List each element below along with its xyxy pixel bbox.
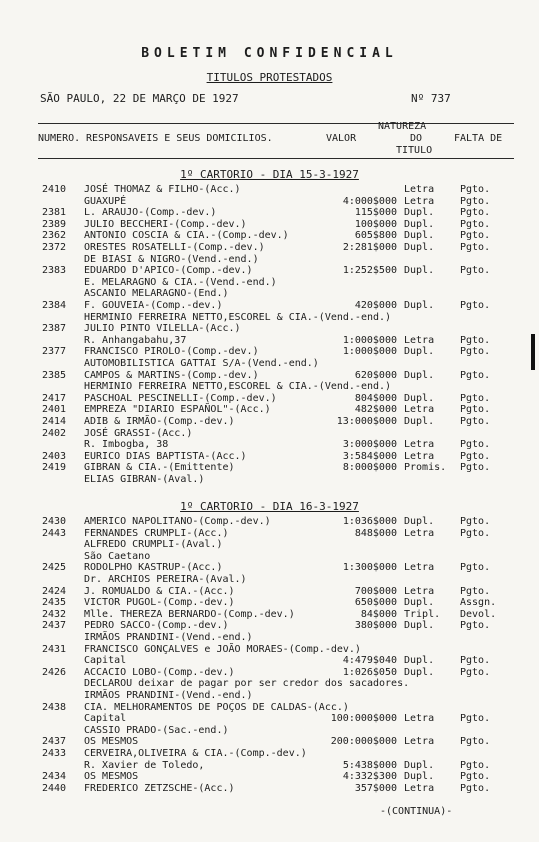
table-row bbox=[0, 288, 539, 299]
table-row bbox=[0, 713, 539, 724]
lack-of: Pgto. bbox=[460, 562, 491, 574]
table-row bbox=[0, 516, 539, 527]
value: 357$000 bbox=[354, 782, 397, 794]
lack-of: Pgto. bbox=[460, 346, 491, 358]
lack-of: Pgto. bbox=[460, 713, 491, 725]
title-nature: Dupl. bbox=[404, 759, 435, 771]
title-nature: Letra bbox=[404, 450, 435, 462]
entry-number: 2434 bbox=[42, 771, 67, 783]
entry-number: 2389 bbox=[42, 218, 67, 230]
lack-of: Pgto. bbox=[460, 516, 491, 527]
responsible-party: E. MELARAGNO & CIA.-(Vend.-end.) bbox=[84, 276, 277, 288]
table-row bbox=[0, 783, 539, 794]
title-nature: Dupl. bbox=[404, 516, 435, 527]
value: 420$000 bbox=[354, 300, 397, 311]
table-row bbox=[0, 230, 539, 241]
responsible-party: ALFREDO CRUMPLI-(Aval.) bbox=[84, 539, 223, 551]
title-nature: Dupl. bbox=[404, 771, 435, 783]
value: 1:252$500 bbox=[342, 265, 397, 277]
lack-of: Pgto. bbox=[460, 450, 491, 462]
document-subtitle: TITULOS PROTESTADOS bbox=[206, 71, 333, 84]
responsible-party: CERVEIRA,OLIVEIRA & CIA.-(Comp.-dev.) bbox=[84, 748, 307, 759]
title-nature: Letra bbox=[404, 184, 435, 195]
title-nature: Dupl. bbox=[404, 392, 435, 404]
title-nature: Letra bbox=[404, 334, 435, 346]
value: 5:438$000 bbox=[342, 759, 397, 771]
value: 100$000 bbox=[354, 218, 397, 230]
table-row bbox=[0, 254, 539, 265]
responsible-party: CIA. MELHORAMENTOS DE POÇOS DE CALDAS-(Acc.) bbox=[84, 701, 349, 713]
table-row bbox=[0, 609, 539, 620]
title-nature: Letra bbox=[404, 713, 435, 725]
value: 804$000 bbox=[354, 392, 397, 404]
table-row bbox=[0, 370, 539, 381]
lack-of: Pgto. bbox=[460, 620, 491, 632]
responsible-party: F. GOUVEIA-(Comp.-dev.) bbox=[84, 300, 223, 311]
value: 848$000 bbox=[354, 527, 397, 539]
document-title: BOLETIM CONFIDENCIAL bbox=[141, 46, 398, 61]
responsible-party: IRMÃOS PRANDINI-(Vend.-end.) bbox=[84, 632, 253, 643]
table-row bbox=[0, 439, 539, 450]
value: 13:000$000 bbox=[336, 416, 397, 427]
section-heading: 1º CARTORIO - DIA 15-3-1927 bbox=[180, 168, 359, 181]
responsible-party: IRMÃOS PRANDINI-(Vend.-end.) bbox=[84, 690, 253, 701]
table-row bbox=[0, 207, 539, 218]
entry-number: 2437 bbox=[42, 736, 67, 748]
table-row bbox=[0, 462, 539, 473]
table-row bbox=[0, 702, 539, 713]
header-rule-top bbox=[38, 123, 514, 124]
responsible-party: ADIB & IRMÃO-(Comp.-dev.) bbox=[84, 416, 235, 427]
lack-of: Pgto. bbox=[460, 771, 491, 783]
responsible-party: GIBRAN & CIA.-(Emittente) bbox=[84, 462, 235, 474]
lack-of: Pgto. bbox=[460, 242, 491, 253]
title-nature: Letra bbox=[404, 585, 435, 597]
continued-note: -(CONTINUA)- bbox=[380, 806, 453, 817]
value: 3:584$000 bbox=[342, 450, 397, 462]
col-header-natureza: NATUREZA bbox=[378, 121, 427, 132]
entry-number: 2433 bbox=[42, 748, 67, 759]
entry-number: 2425 bbox=[42, 562, 67, 574]
lack-of: Pgto. bbox=[460, 666, 491, 678]
responsible-party: JOSÉ GRASSI-(Acc.) bbox=[84, 427, 193, 439]
document-date: SÃO PAULO, 22 DE MARÇO DE 1927 bbox=[40, 92, 239, 105]
lack-of: Pgto. bbox=[460, 207, 491, 219]
title-nature: Dupl. bbox=[404, 369, 435, 381]
value: 1:000$000 bbox=[342, 346, 397, 358]
entry-number: 2426 bbox=[42, 666, 67, 678]
responsible-party: EURICO DIAS BAPTISTA-(Acc.) bbox=[84, 450, 247, 462]
col-header-falta: FALTA DE bbox=[454, 133, 503, 144]
title-nature: Dupl. bbox=[404, 207, 435, 219]
table-row bbox=[0, 277, 539, 288]
entry-number: 2372 bbox=[42, 242, 67, 253]
entry-number: 2419 bbox=[42, 462, 67, 474]
lack-of: Pgto. bbox=[460, 195, 491, 207]
responsible-party: CASSIO PRADO-(Sac.-end.) bbox=[84, 724, 229, 736]
entry-number: 2435 bbox=[42, 597, 67, 609]
title-nature: Dupl. bbox=[404, 218, 435, 230]
value: 1:300$000 bbox=[342, 562, 397, 574]
value: 620$000 bbox=[354, 369, 397, 381]
col-header-responsaveis: RESPONSAVEIS E SEUS DOMICILIOS. bbox=[86, 133, 273, 144]
lack-of: Pgto. bbox=[460, 392, 491, 404]
value: 650$000 bbox=[354, 597, 397, 609]
table-row bbox=[0, 323, 539, 334]
responsible-party: GUAXUPÉ bbox=[84, 195, 127, 207]
table-row bbox=[0, 184, 539, 195]
col-header-valor: VALOR bbox=[326, 133, 357, 144]
entry-number: 2383 bbox=[42, 265, 67, 277]
responsible-party: OS MESMOS bbox=[84, 771, 139, 783]
responsible-party: JULIO BECCHERI-(Comp.-dev.) bbox=[84, 218, 247, 230]
entry-number: 2362 bbox=[42, 230, 67, 242]
title-nature: Dupl. bbox=[404, 300, 435, 311]
responsible-party: HERMINIO FERREIRA NETTO,ESCOREL & CIA.-(Vend.-end.) bbox=[84, 381, 392, 393]
table-row bbox=[0, 655, 539, 666]
responsible-party: J. ROMUALDO & CIA.-(Acc.) bbox=[84, 585, 235, 597]
table-row bbox=[0, 597, 539, 608]
title-nature: Dupl. bbox=[404, 655, 435, 667]
table-row bbox=[0, 586, 539, 597]
value: 200:000$000 bbox=[330, 736, 397, 748]
responsible-party: FRANCISCO GONÇALVES e JOÃO MORAES-(Comp.-dev.) bbox=[84, 643, 361, 655]
lack-of: Assgn. bbox=[460, 597, 497, 609]
title-nature: Dupl. bbox=[404, 265, 435, 277]
lack-of: Pgto. bbox=[460, 230, 491, 242]
title-nature: Dupl. bbox=[404, 346, 435, 358]
table-row bbox=[0, 736, 539, 747]
entry-number: 2381 bbox=[42, 207, 67, 219]
title-nature: Promis. bbox=[404, 462, 447, 474]
title-nature: Dupl. bbox=[404, 416, 435, 427]
value: 700$000 bbox=[354, 585, 397, 597]
responsible-party: R. Xavier de Toledo, bbox=[84, 759, 205, 771]
responsible-party: R. Imbogba, 38 bbox=[84, 439, 169, 451]
entry-number: 2443 bbox=[42, 527, 67, 539]
responsible-party: Dr. ARCHIOS PEREIRA-(Aval.) bbox=[84, 574, 247, 585]
entry-number: 2385 bbox=[42, 369, 67, 381]
title-nature: Letra bbox=[404, 527, 435, 539]
lack-of: Pgto. bbox=[460, 736, 491, 748]
table-row bbox=[0, 393, 539, 404]
table-row bbox=[0, 632, 539, 643]
title-nature: Dupl. bbox=[404, 597, 435, 609]
lack-of: Pgto. bbox=[460, 759, 491, 771]
value: 4:000$000 bbox=[342, 195, 397, 207]
responsible-party: ASCANIO MELARAGNO-(End.) bbox=[84, 288, 229, 300]
table-row bbox=[0, 562, 539, 573]
title-nature: Letra bbox=[404, 782, 435, 794]
entry-number: 2430 bbox=[42, 516, 67, 527]
value: 482$000 bbox=[354, 404, 397, 416]
lack-of: Pgto. bbox=[460, 334, 491, 346]
title-nature: Letra bbox=[404, 439, 435, 451]
table-row bbox=[0, 644, 539, 655]
table-row bbox=[0, 404, 539, 415]
entry-number: 2410 bbox=[42, 184, 67, 195]
responsible-party: ORESTES ROSATELLI-(Comp.-dev.) bbox=[84, 242, 265, 253]
responsible-party: ANTONIO COSCIA & CIA.-(Comp.-dev.) bbox=[84, 230, 289, 242]
table-row bbox=[0, 725, 539, 736]
responsible-party: Mlle. THEREZA BERNARDO-(Comp.-dev.) bbox=[84, 608, 295, 620]
table-row bbox=[0, 265, 539, 276]
responsible-party: PASCHOAL PESCINELLI-(Comp.-dev.) bbox=[84, 392, 277, 404]
table-row bbox=[0, 574, 539, 585]
title-nature: Tripl. bbox=[404, 608, 441, 620]
table-row bbox=[0, 428, 539, 439]
title-nature: Dupl. bbox=[404, 666, 435, 678]
col-header-do: DO bbox=[410, 133, 423, 144]
responsible-party: Capital bbox=[84, 655, 127, 667]
entry-number: 2401 bbox=[42, 404, 67, 416]
col-header-titulo: TITULO bbox=[396, 145, 433, 156]
table-row bbox=[0, 312, 539, 323]
lack-of: Pgto. bbox=[460, 300, 491, 311]
entry-number: 2417 bbox=[42, 392, 67, 404]
responsible-party: CAMPOS & MARTINS-(Comp.-dev.) bbox=[84, 369, 259, 381]
lack-of: Pgto. bbox=[460, 416, 491, 427]
table-row bbox=[0, 242, 539, 253]
lack-of: Pgto. bbox=[460, 462, 491, 474]
responsible-party: FREDERICO ZETZSCHE-(Acc.) bbox=[84, 782, 235, 794]
value: 8:000$000 bbox=[342, 462, 397, 474]
value: 115$000 bbox=[354, 207, 397, 219]
lack-of: Pgto. bbox=[460, 369, 491, 381]
lack-of: Pgto. bbox=[460, 655, 491, 667]
responsible-party: EMPREZA "DIARIO ESPAÑOL"-(Acc.) bbox=[84, 404, 271, 416]
table-row bbox=[0, 690, 539, 701]
responsible-party: ELIAS GIBRAN-(Aval.) bbox=[84, 474, 205, 485]
table-row bbox=[0, 300, 539, 311]
table-row bbox=[0, 416, 539, 427]
table-row bbox=[0, 474, 539, 485]
responsible-party: L. ARAUJO-(Comp.-dev.) bbox=[84, 207, 217, 219]
entry-number: 2440 bbox=[42, 782, 67, 794]
section-heading: 1º CARTORIO - DIA 16-3-1927 bbox=[180, 500, 359, 513]
table-row bbox=[0, 760, 539, 771]
value: 1:000$000 bbox=[342, 334, 397, 346]
table-row bbox=[0, 620, 539, 631]
entry-number: 2437 bbox=[42, 620, 67, 632]
value: 2:281$000 bbox=[342, 242, 397, 253]
value: 4:332$300 bbox=[342, 771, 397, 783]
responsible-party: PEDRO SACCO-(Comp.-dev.) bbox=[84, 620, 229, 632]
value: 4:479$040 bbox=[342, 655, 397, 667]
title-nature: Letra bbox=[404, 736, 435, 748]
value: 605$800 bbox=[354, 230, 397, 242]
table-row bbox=[0, 358, 539, 369]
table-row bbox=[0, 748, 539, 759]
table-row bbox=[0, 451, 539, 462]
entry-number: 2424 bbox=[42, 585, 67, 597]
value: 84$000 bbox=[360, 608, 397, 620]
table-row bbox=[0, 381, 539, 392]
col-header-numero: NUMERO. bbox=[38, 133, 81, 144]
lack-of: Devol. bbox=[460, 608, 497, 620]
bulletin-number: Nº 737 bbox=[411, 92, 451, 105]
value: 100:000$000 bbox=[330, 713, 397, 725]
lack-of: Pgto. bbox=[460, 218, 491, 230]
entry-number: 2377 bbox=[42, 346, 67, 358]
table-row bbox=[0, 335, 539, 346]
table-row bbox=[0, 551, 539, 562]
responsible-party: São Caetano bbox=[84, 550, 151, 562]
entry-number: 2431 bbox=[42, 643, 67, 655]
value: 380$000 bbox=[354, 620, 397, 632]
title-nature: Dupl. bbox=[404, 230, 435, 242]
header-rule-bottom bbox=[38, 158, 514, 159]
entry-number: 2387 bbox=[42, 323, 67, 335]
title-nature: Dupl. bbox=[404, 620, 435, 632]
title-nature: Letra bbox=[404, 562, 435, 574]
responsible-party: EDUARDO D'APICO-(Comp.-dev.) bbox=[84, 265, 253, 277]
table-row bbox=[0, 219, 539, 230]
table-row bbox=[0, 528, 539, 539]
title-nature: Letra bbox=[404, 195, 435, 207]
entry-number: 2402 bbox=[42, 427, 67, 439]
lack-of: Pgto. bbox=[460, 439, 491, 451]
responsible-party: DE BIASI & NIGRO-(Vend.-end.) bbox=[84, 253, 259, 265]
lack-of: Pgto. bbox=[460, 184, 491, 195]
responsible-party: Capital bbox=[84, 713, 127, 725]
responsible-party: JULIO PINTO VILELLA-(Acc.) bbox=[84, 323, 241, 335]
lack-of: Pgto. bbox=[460, 527, 491, 539]
responsible-party: DECLAROU deixar de pagar por ser credor dos sacadores. bbox=[84, 678, 410, 690]
table-row bbox=[0, 346, 539, 357]
lack-of: Pgto. bbox=[460, 782, 491, 794]
value: 1:026$050 bbox=[342, 666, 397, 678]
table-row bbox=[0, 678, 539, 689]
entry-number: 2432 bbox=[42, 608, 67, 620]
table-row bbox=[0, 539, 539, 550]
responsible-party: AMERICO NAPOLITANO-(Comp.-dev.) bbox=[84, 516, 271, 527]
table-row bbox=[0, 196, 539, 207]
responsible-party: VICTOR PUGOL-(Comp.-dev.) bbox=[84, 597, 235, 609]
title-nature: Letra bbox=[404, 404, 435, 416]
responsible-party: R. Anhangabahu,37 bbox=[84, 334, 187, 346]
responsible-party: RODOLPHO KASTRUP-(Acc.) bbox=[84, 562, 223, 574]
value: 3:000$000 bbox=[342, 439, 397, 451]
margin-mark bbox=[531, 334, 535, 370]
entry-number: 2414 bbox=[42, 416, 67, 427]
lack-of: Pgto. bbox=[460, 265, 491, 277]
responsible-party: AUTOMOBILISTICA GATTAI S/A-(Vend.-end.) bbox=[84, 358, 319, 369]
responsible-party: HERMINIO FERREIRA NETTO,ESCOREL & CIA.-(Vend.-end.) bbox=[84, 311, 392, 323]
lack-of: Pgto. bbox=[460, 404, 491, 416]
responsible-party: JOSÉ THOMAZ & FILHO-(Acc.) bbox=[84, 184, 241, 195]
title-nature: Dupl. bbox=[404, 242, 435, 253]
table-row bbox=[0, 667, 539, 678]
responsible-party: FRANCISCO PIROLO-(Comp.-dev.) bbox=[84, 346, 259, 358]
table-row bbox=[0, 771, 539, 782]
responsible-party: OS MESMOS bbox=[84, 736, 139, 748]
lack-of: Pgto. bbox=[460, 585, 491, 597]
entry-number: 2403 bbox=[42, 450, 67, 462]
responsible-party: ACCACIO LOBO-(Comp.-dev.) bbox=[84, 666, 235, 678]
entry-number: 2438 bbox=[42, 701, 67, 713]
entry-number: 2384 bbox=[42, 300, 67, 311]
value: 1:036$000 bbox=[342, 516, 397, 527]
responsible-party: FERNANDES CRUMPLI-(Acc.) bbox=[84, 527, 229, 539]
